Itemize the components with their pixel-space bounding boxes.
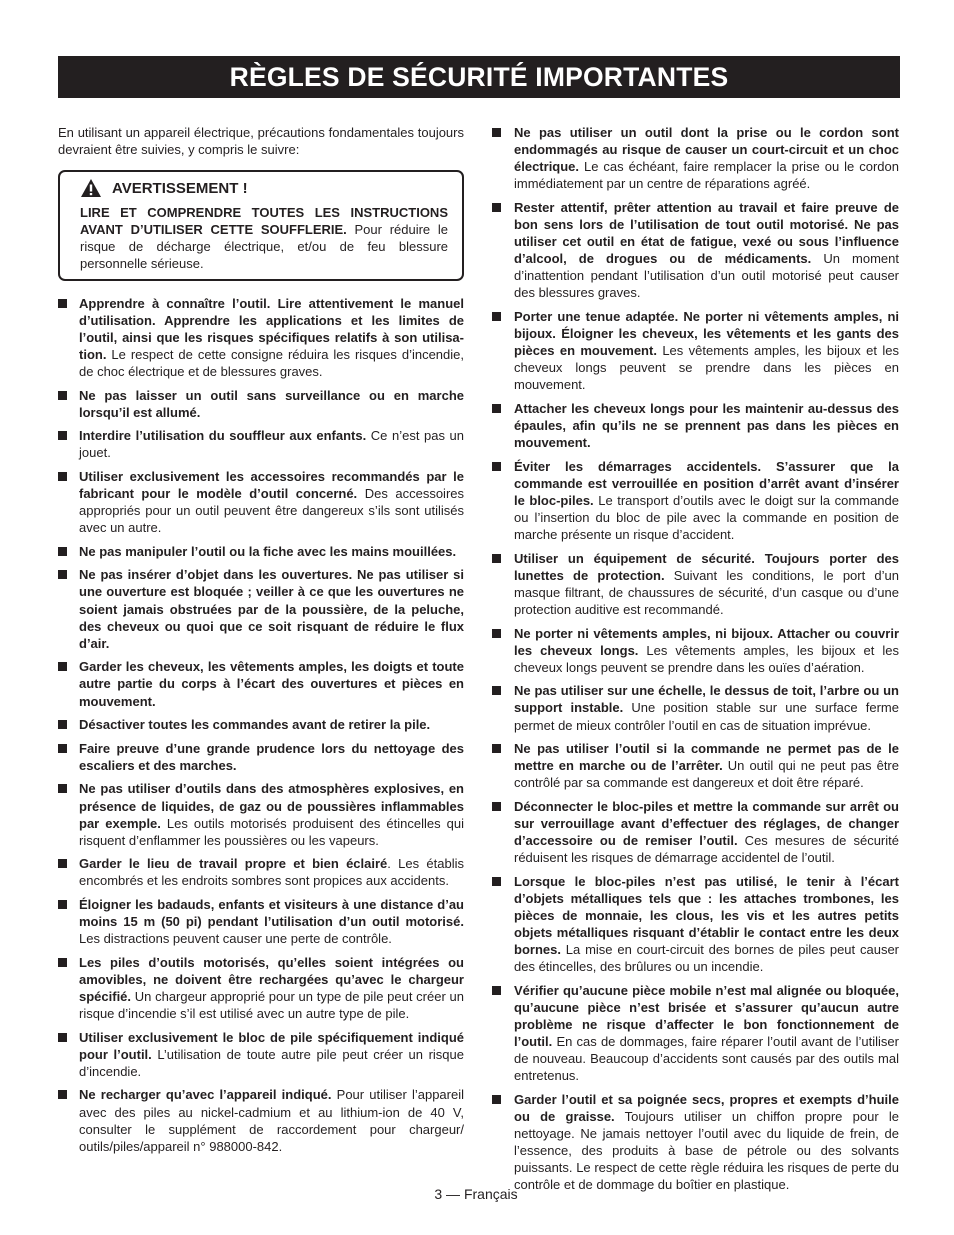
rule-bold-text: Ne pas manipuler l’outil ou la fiche avec les mains mouillées. bbox=[79, 543, 457, 559]
square-bullet-icon bbox=[58, 662, 67, 671]
intro-text: En utilisant un appareil électrique, précautions fondamentales toujours devraient être suivies, y compris le suivre: bbox=[58, 125, 464, 158]
rule-item bbox=[58, 543, 464, 560]
rule-item bbox=[58, 427, 464, 461]
square-bullet-icon bbox=[58, 299, 67, 308]
square-bullet-icon bbox=[492, 128, 501, 137]
rule-bold-text: Ne pas utiliser l’outil si la commande ne permet pas de le mettre en marche ou de l’arrêter. bbox=[514, 741, 899, 774]
rule-item bbox=[58, 716, 464, 733]
rule-body-text: Ce n’est pas un jouet. bbox=[79, 428, 464, 461]
rule-bold-text: Vérifier qu’aucune pièce mobile n’est mal alignée ou bloquée, qu’aucune pièce n’est brisée et s’assurer qu’aucun autre problème ne risque d’affecter le bon fonctionnement de l’outil. bbox=[514, 982, 899, 1050]
rule-body-text: L’utilisation de toute autre pile peut créer un risque d’incendie. bbox=[79, 1046, 464, 1079]
left-column bbox=[58, 124, 464, 1161]
square-bullet-icon bbox=[492, 986, 501, 995]
rule-body-text: Une position stable sur une surface ferme permet de mieux contrôler l’outil en cas de situation imprévue. bbox=[514, 700, 899, 733]
rule-body-text: Le respect de cette consigne réduira les risques d’incendie, de choc électrique et de blessures graves. bbox=[79, 346, 464, 379]
square-bullet-icon bbox=[58, 431, 67, 440]
rule-bold-text: Ne pas insérer d’objet dans les ouvertures. Ne pas utiliser si une ouverture est bloquée ; veiller à ce que les ouvertures ne soient jamais obstruées par de la poussière, de la peluche, des cheveux ou quoi que ce soit risquant de réduire le flux d’air. bbox=[79, 567, 464, 651]
right-rules-list bbox=[492, 124, 899, 1193]
rule-bold-text: Garder les cheveux, les vêtements amples, les doigts et toute autre partie du corps à l’écart des ouvertures et pièces en mouvement. bbox=[79, 659, 464, 709]
rule-bold-text: Éloigner les badauds, enfants et visiteurs à une distance d’au moins 15 m (50 pi) pendant l’utilisation d’un outil motorisé. bbox=[79, 896, 464, 930]
square-bullet-icon bbox=[492, 312, 501, 321]
rule-bold-text: Ne porter ni vêtements amples, ni bijoux. Attacher ou couvrir les cheveux longs. bbox=[514, 625, 899, 658]
rule-body-text: Toujours utiliser un chiffon propre pour le nettoyage. Ne jamais nettoyer l’outil avec du liquide de frein, de l’essence, des produits à base de pétrole ou des solvants puissants. Le respect de cette règle réduira les risques de perte du contrôle et de dommage du boîtier en plastique. bbox=[514, 1108, 900, 1193]
rule-item bbox=[492, 625, 899, 676]
rule-item bbox=[58, 468, 464, 536]
title-bar bbox=[58, 56, 900, 98]
rule-item bbox=[492, 199, 899, 302]
rule-body-text: Un outil qui ne peut pas être contrôlé par sa commande est dangereux et doit être réparé. bbox=[514, 758, 899, 791]
rule-body-text: Des accessoires appropriés pour un outil peuvent être dangereux s’ils sont utilisés avec un autre. bbox=[79, 486, 464, 536]
rule-item bbox=[492, 550, 899, 618]
rule-item bbox=[58, 658, 464, 709]
rule-item bbox=[58, 566, 464, 651]
rule-body-text: La mise en court-circuit des bornes de piles peut causer des étincelles, des brûlures ou un incendie. bbox=[514, 942, 899, 975]
rule-body-text: Un chargeur approprié pour un type de pile peut créer un risque d’incendie s’il est utilisé avec un autre type de pile. bbox=[79, 988, 464, 1022]
warning-box bbox=[58, 170, 464, 280]
rule-item bbox=[492, 798, 899, 866]
square-bullet-icon bbox=[58, 859, 67, 868]
square-bullet-icon bbox=[492, 744, 501, 753]
rule-body-text: Le cas échéant, faire remplacer la prise ou le cordon immédiatement par un centre de réparations agréé. bbox=[514, 159, 899, 192]
rule-bold-text: Ne pas utiliser sur une échelle, le dessus de toit, l’arbre ou un support instable. bbox=[514, 683, 899, 716]
square-bullet-icon bbox=[58, 784, 67, 793]
rule-item bbox=[58, 855, 464, 889]
rule-item bbox=[492, 1091, 899, 1194]
page-number: 3 — Français bbox=[434, 1186, 518, 1202]
rule-body-text: En cas de dommages, faire réparer l’outil avant de l’utiliser de nouveau. Beaucoup d’accidents sont causés par des outils mal entretenus. bbox=[514, 1034, 899, 1084]
left-rules-list bbox=[58, 295, 464, 1155]
rule-body-text: Ces mesures de sécurité réduisent les risques de démarrage accidentel de l’outil. bbox=[514, 833, 899, 866]
rule-bold-text: Garder l’outil et sa poignée secs, propres et exempts d’huile ou de graisse. bbox=[514, 1091, 899, 1124]
warning-body-text: Pour réduire le risque de décharge électrique, et/ou de feu blessure personnelle sérieuse. bbox=[80, 222, 448, 272]
rule-bold-text: Ne recharger qu’avec l’appareil indiqué. bbox=[79, 1087, 332, 1103]
rule-item bbox=[492, 873, 899, 976]
rule-body-text: Suivant les conditions, le port d’un masque filtrant, de chaussures de sécurité, d’un casque ou d’une protection auditive est recommandé. bbox=[514, 567, 899, 617]
square-bullet-icon bbox=[492, 554, 501, 563]
rule-bold-text: Utiliser exclusivement le bloc de pile spécifiquement indiqué pour l’outil. bbox=[79, 1029, 464, 1062]
rule-bold-text: Les piles d’outils motorisés, qu’elles soient intégrées ou amovibles, ne doivent être rechargées qu’avec le chargeur spécifié. bbox=[79, 954, 464, 1004]
rule-bold-text: Utiliser exclusivement les accessoires recommandés par le fabricant pour le modèle d’outil concerné. bbox=[79, 468, 464, 501]
rule-item bbox=[492, 682, 899, 733]
rule-bold-text: Apprendre à connaître l’outil. Lire attentivement le manuel d’utilisation. Apprendre les applications et les limites de l’outil, ainsi que les risques spécifiques relatifs à son utilisation. bbox=[79, 295, 464, 362]
rule-item bbox=[492, 400, 899, 451]
square-bullet-icon bbox=[492, 462, 501, 471]
rule-bold-text: Ne pas utiliser d’outils dans des atmosphères explosives, en présence de liquides, de gaz ou de poussières inflammables par exemple. bbox=[79, 781, 464, 831]
rule-bold-text: Ne pas laisser un outil sans surveillance ou en marche lorsqu’il est allumé. bbox=[79, 387, 464, 420]
rule-item bbox=[58, 295, 464, 380]
rule-item bbox=[492, 982, 899, 1085]
warning-text bbox=[80, 204, 448, 272]
rule-bold-text: Désactiver toutes les commandes avant de retirer la pile. bbox=[79, 717, 431, 733]
square-bullet-icon bbox=[492, 1095, 501, 1104]
warning-triangle-icon bbox=[80, 178, 102, 198]
rule-bold-text: Garder le lieu de travail propre et bien éclairé bbox=[79, 856, 388, 872]
square-bullet-icon bbox=[492, 203, 501, 212]
rule-bold-text: Lorsque le bloc-piles n’est pas utilisé, le tenir à l’écart d’objets métalliques tels que : les attaches trombones, les pièces de monnaie, les clous, les vis et les autres petits objets métalliques risquant d’établir le contact entre les deux bornes. bbox=[514, 873, 899, 958]
rule-item bbox=[58, 740, 464, 774]
square-bullet-icon bbox=[492, 877, 501, 886]
page-footer bbox=[0, 1186, 954, 1202]
rule-item bbox=[58, 387, 464, 421]
square-bullet-icon bbox=[58, 744, 67, 753]
square-bullet-icon bbox=[58, 472, 67, 481]
square-bullet-icon bbox=[58, 1090, 67, 1099]
rule-bold-text: Interdire l’utilisation du souffleur aux enfants. bbox=[79, 428, 367, 444]
rule-bold-text: Attacher les cheveux longs pour les maintenir au-dessus des épaules, afin qu’ils ne se prennent pas dans les pièces en mouvement. bbox=[514, 400, 899, 451]
rule-body-text: Les distractions peuvent causer une perte de contrôle. bbox=[79, 931, 392, 947]
square-bullet-icon bbox=[58, 900, 67, 909]
rule-body-text: Les outils motorisés produisent des étincelles qui risquent d’enflammer les poussières ou les vapeurs. bbox=[79, 815, 464, 848]
rule-bold-text: Ne pas utiliser un outil dont la prise ou le cordon sont endommagés au risque de causer un court-circuit et un choc électrique. bbox=[514, 125, 899, 175]
rule-item bbox=[58, 1029, 464, 1080]
rule-bold-text: Faire preuve d’une grande prudence lors du nettoyage des escaliers et des marches. bbox=[79, 740, 464, 773]
rule-bold-text: Éviter les démarrages accidentels. S’assurer que la commande est verrouillée en position d’arrêt avant d’insérer le bloc-piles. bbox=[514, 458, 899, 508]
rule-item bbox=[58, 1086, 464, 1154]
square-bullet-icon bbox=[492, 629, 501, 638]
square-bullet-icon bbox=[58, 570, 67, 579]
warning-header bbox=[80, 178, 448, 198]
rule-item bbox=[58, 954, 464, 1022]
rule-body-text: Les vêtements amples, les bijoux et les cheveux longs peuvent se prendre dans les ouïes d’aération. bbox=[514, 642, 899, 675]
square-bullet-icon bbox=[58, 720, 67, 729]
rule-item bbox=[492, 124, 899, 192]
rule-body-text: Pour utiliser l’appareil avec des piles au nickel-cadmium et au lithium-ion de 40 V, consulter le supplément de raccordement pour chargeur/ outils/piles/appareil n° 988000-842. bbox=[79, 1087, 464, 1154]
square-bullet-icon bbox=[58, 391, 67, 400]
square-bullet-icon bbox=[58, 958, 67, 967]
rule-bold-text: Porter une tenue adaptée. Ne porter ni vêtements amples, ni bijoux. Éloigner les cheveux, les vêtements et les gants des pièces en mouvement. bbox=[514, 308, 899, 359]
rule-bold-text: Rester attentif, prêter attention au travail et faire preuve de bon sens lors de l’utilisation de tout outil motorisé. Ne pas utiliser cet outil en état de fatigue, vexé ou sous l’influence d’alcool, de drogues ou de médicaments. bbox=[514, 199, 899, 267]
warning-bold-text: LIRE ET COMPRENDRE TOUTES LES INSTRUCTIONS AVANT D’UTILISER CETTE SOUFFLERIE. bbox=[80, 205, 448, 238]
rule-bold-text: Déconnecter le bloc-piles et mettre la commande sur arrêt ou sur verrouillage avant d’effectuer des réglages, de changer d’accessoire ou de remiser l’outil. bbox=[514, 798, 899, 849]
rule-body-text: Les vêtements amples, les bijoux et les cheveux longs peuvent se prendre dans les pièces en mouvement. bbox=[514, 343, 899, 393]
rule-body-text: Le transport d’outils avec le doigt sur la commande ou l’insertion du bloc de pile avec la commande en position de marche présente un risque d’accident. bbox=[514, 492, 899, 543]
rule-item bbox=[492, 458, 899, 543]
square-bullet-icon bbox=[58, 547, 67, 556]
square-bullet-icon bbox=[492, 404, 501, 413]
square-bullet-icon bbox=[58, 1033, 67, 1042]
rule-item bbox=[492, 308, 899, 393]
square-bullet-icon bbox=[492, 686, 501, 695]
rule-body-text: Un moment d’inattention pendant l’utilisation d’un outil motorisé peut causer des blessures graves. bbox=[514, 251, 899, 301]
rule-item bbox=[492, 740, 899, 791]
rule-bold-text: Utiliser un équipement de sécurité. Toujours porter des lunettes de protection. bbox=[514, 550, 899, 583]
rule-item bbox=[58, 780, 464, 848]
warning-title: AVERTISSEMENT ! bbox=[112, 179, 248, 197]
rule-body-text: . Les établis encombrés et les endroits sombres sont propices aux accidents. bbox=[79, 856, 465, 889]
right-column bbox=[492, 124, 899, 1200]
square-bullet-icon bbox=[492, 802, 501, 811]
page-title: RÈGLES DE SÉCURITÉ IMPORTANTES bbox=[229, 61, 729, 92]
rule-item bbox=[58, 896, 464, 947]
